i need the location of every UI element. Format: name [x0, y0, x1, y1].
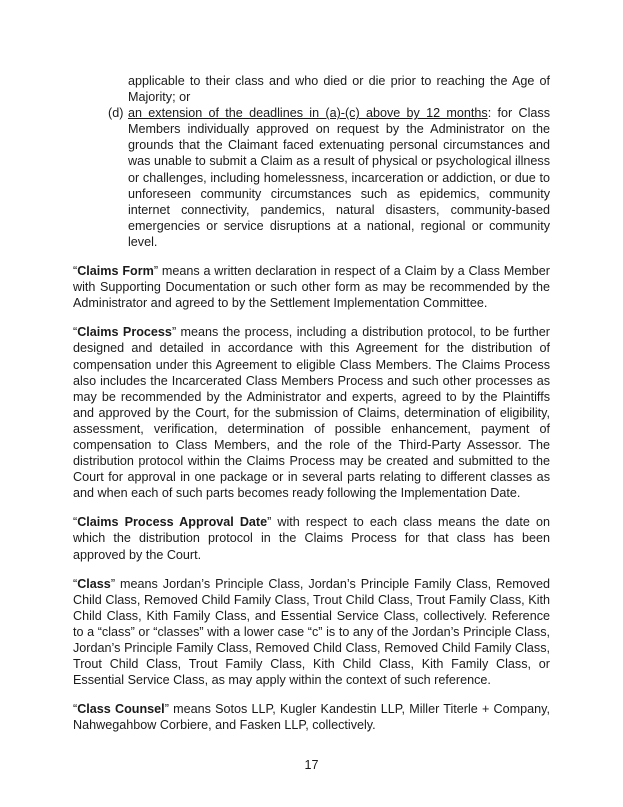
defined-term: Claims Process Approval Date — [77, 515, 268, 530]
list-continuation-text: applicable to their class and who died or die prior to reaching the Age of Majority; or — [128, 74, 550, 105]
close-quote: ” — [110, 576, 116, 591]
definition-class — [73, 576, 550, 689]
open-quote: “ — [73, 576, 78, 591]
enumerated-list — [73, 73, 550, 250]
list-item-text: : for Class Members individually approved on request by the Administrator on the grounds that the Claimant faced extenuating personal circumstances and was unable to submit a Claim as a result of physical or psychological illness or challenges, including homelessness, incarceration or addiction, or due to unforeseen community circumstances such as epidemics, community internet connectivity, pandemics, natural disasters, community-based emergencies or service disruptions at a national, regional or community level. — [128, 106, 550, 249]
defined-term: Class Counsel — [77, 702, 165, 717]
close-quote: ” — [164, 702, 169, 717]
page-content — [73, 73, 550, 746]
open-quote: “ — [73, 702, 78, 717]
definition-claims-process — [73, 324, 550, 501]
close-quote: ” — [267, 515, 272, 530]
defined-term: Class — [77, 576, 111, 591]
open-quote: “ — [73, 515, 78, 530]
definition-text: means Sotos LLP, Kugler Kandestin LLP, Miller Titerle + Company, Nahwegahbow Corbiere, and Fasken LLP, collectively. — [73, 702, 550, 733]
list-marker: (d) — [108, 106, 124, 121]
defined-term: Claims Form — [77, 264, 154, 279]
definition-text: means a written declaration in respect of a Claim by a Class Member with Supporting Documentation or such other form as may be recommended by the Administrator and agreed to by the Settlement Implementation Committee. — [73, 264, 550, 311]
open-quote: “ — [73, 264, 78, 279]
definition-class-counsel — [73, 701, 550, 733]
open-quote: “ — [73, 325, 78, 340]
definition-text: means the process, including a distribution protocol, to be further designed and detailed in accordance with this Agreement for the distribution of compensation under this Agreement to eligible Class Members. The Claims Process also includes the Incarcerated Class Members Process and such other processes as may be recommended by the Administrator and experts, agreed to by the Plaintiffs and approved by the Court, for the submission of Claims, determination of eligibility, assessment, verification, determination of possible enhancement, payment of compensation to Class Members, and the role of the Third-Party Assessor. The distribution protocol within the Claims Process may be created and submitted to the Court for approval in one package or in several parts relating to different classes as and when each of such parts becomes ready following the Implementation Date. — [73, 325, 550, 501]
defined-term: Claims Process — [77, 325, 172, 340]
list-continuation — [73, 73, 550, 105]
close-quote: ” — [171, 325, 177, 340]
definition-text: with respect to each class means the date on which the distribution protocol in the Claims Process for that class has been approved by the Court. — [73, 515, 551, 562]
close-quote: ” — [153, 264, 159, 279]
definition-claims-process-approval-date — [73, 514, 550, 562]
definition-claims-form — [73, 263, 550, 311]
definition-text: means Jordan’s Principle Class, Jordan’s Principle Family Class, Removed Child Class, Removed Child Family Class, Trout Child Class, Trout Family Class, Kith Child Class, Kith Family Class, and Essential Service Class, collectively. Reference to a “class” or “classes” with a lower case “c” is to any of the Jordan’s Principle Class, Jordan’s Principle Family Class, Removed Child Class, Removed Child Family Class, Trout Child Class, Trout Family Class, Kith Child Class, Kith Family Class, or Essential Service Class, as may apply within the context of such reference. — [73, 576, 550, 688]
list-item-heading: an extension of the deadlines in (a)-(c) above by 12 months — [128, 106, 488, 121]
page-number: 17 — [304, 758, 319, 772]
list-item-d — [73, 105, 550, 250]
